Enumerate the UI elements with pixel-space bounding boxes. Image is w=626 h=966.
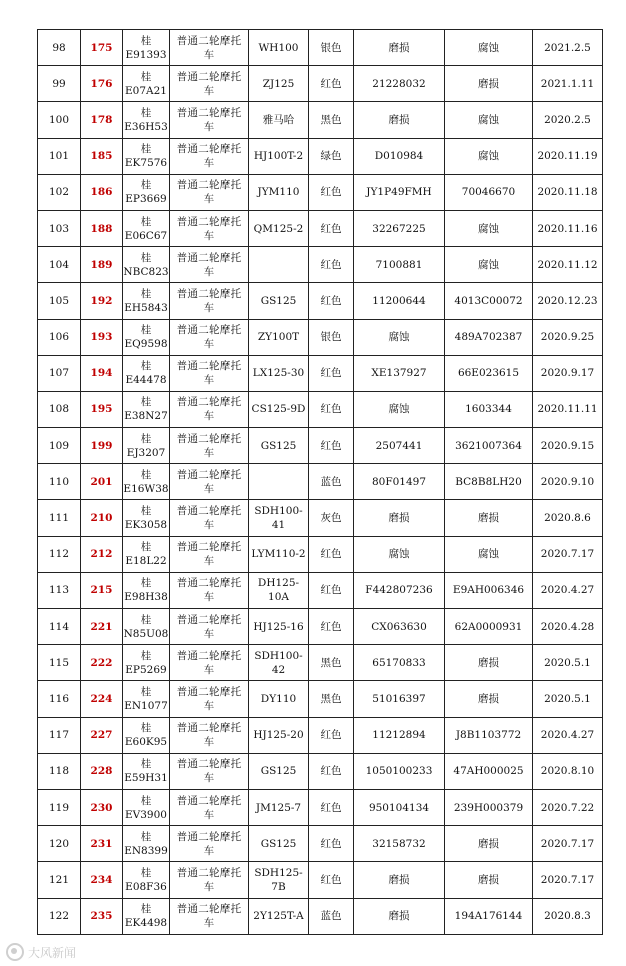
cell-engine-number: CX063630 bbox=[354, 609, 445, 645]
cell-index: 101 bbox=[38, 138, 81, 174]
cell-case-number: 175 bbox=[81, 30, 123, 66]
table-row bbox=[38, 428, 603, 464]
cell-color: 红色 bbox=[309, 428, 354, 464]
cell-model: WH100 bbox=[249, 30, 309, 66]
cell-date: 2020.7.22 bbox=[533, 789, 603, 825]
cell-vehicle-type: 普通二轮摩托 车 bbox=[170, 572, 249, 608]
cell-color: 黑色 bbox=[309, 681, 354, 717]
cell-date: 2020.7.17 bbox=[533, 862, 603, 898]
cell-case-number: 178 bbox=[81, 102, 123, 138]
cell-index: 98 bbox=[38, 30, 81, 66]
cell-vehicle-type: 普通二轮摩托 车 bbox=[170, 789, 249, 825]
cell-engine-number: 65170833 bbox=[354, 645, 445, 681]
cell-plate: 桂 E36H53 bbox=[123, 102, 170, 138]
cell-frame-number: 腐蚀 bbox=[445, 30, 533, 66]
cell-index: 117 bbox=[38, 717, 81, 753]
cell-engine-number: XE137927 bbox=[354, 355, 445, 391]
cell-engine-number: 1050100233 bbox=[354, 753, 445, 789]
cell-model: DH125-10A bbox=[249, 572, 309, 608]
cell-date: 2020.4.28 bbox=[533, 609, 603, 645]
cell-frame-number: 磨损 bbox=[445, 862, 533, 898]
cell-color: 红色 bbox=[309, 391, 354, 427]
cell-color: 灰色 bbox=[309, 500, 354, 536]
cell-plate: 桂 EQ9598 bbox=[123, 319, 170, 355]
cell-frame-number: 腐蚀 bbox=[445, 138, 533, 174]
cell-vehicle-type: 普通二轮摩托 车 bbox=[170, 717, 249, 753]
cell-date: 2020.4.27 bbox=[533, 572, 603, 608]
cell-date: 2020.7.17 bbox=[533, 826, 603, 862]
cell-vehicle-type: 普通二轮摩托 车 bbox=[170, 862, 249, 898]
cell-model: GS125 bbox=[249, 283, 309, 319]
cell-index: 102 bbox=[38, 174, 81, 210]
cell-case-number: 224 bbox=[81, 681, 123, 717]
cell-color: 红色 bbox=[309, 572, 354, 608]
cell-engine-number: 51016397 bbox=[354, 681, 445, 717]
cell-index: 121 bbox=[38, 862, 81, 898]
cell-vehicle-type: 普通二轮摩托 车 bbox=[170, 536, 249, 572]
cell-frame-number: 70046670 bbox=[445, 174, 533, 210]
cell-model: JM125-7 bbox=[249, 789, 309, 825]
cell-case-number: 195 bbox=[81, 391, 123, 427]
cell-model: HJ125-16 bbox=[249, 609, 309, 645]
cell-case-number: 215 bbox=[81, 572, 123, 608]
cell-engine-number: F442807236 bbox=[354, 572, 445, 608]
cell-case-number: 176 bbox=[81, 66, 123, 102]
cell-engine-number: 2507441 bbox=[354, 428, 445, 464]
cell-index: 119 bbox=[38, 789, 81, 825]
cell-date: 2020.8.3 bbox=[533, 898, 603, 934]
cell-plate: 桂 E07A21 bbox=[123, 66, 170, 102]
cell-model: CS125-9D bbox=[249, 391, 309, 427]
table-row bbox=[38, 283, 603, 319]
cell-engine-number: 21228032 bbox=[354, 66, 445, 102]
cell-model: ZJ125 bbox=[249, 66, 309, 102]
cell-plate: 桂 E60K95 bbox=[123, 717, 170, 753]
cell-color: 黑色 bbox=[309, 645, 354, 681]
watermark-logo-icon bbox=[6, 943, 24, 961]
cell-case-number: 188 bbox=[81, 210, 123, 246]
cell-vehicle-type: 普通二轮摩托 车 bbox=[170, 391, 249, 427]
cell-frame-number: 1603344 bbox=[445, 391, 533, 427]
cell-engine-number: 32158732 bbox=[354, 826, 445, 862]
cell-frame-number: 磨损 bbox=[445, 66, 533, 102]
cell-color: 蓝色 bbox=[309, 898, 354, 934]
cell-color: 红色 bbox=[309, 210, 354, 246]
cell-index: 105 bbox=[38, 283, 81, 319]
cell-frame-number: 4013C00072 bbox=[445, 283, 533, 319]
cell-plate: 桂 E16W38 bbox=[123, 464, 170, 500]
table-row bbox=[38, 862, 603, 898]
cell-case-number: 234 bbox=[81, 862, 123, 898]
cell-case-number: 189 bbox=[81, 247, 123, 283]
table-row bbox=[38, 717, 603, 753]
cell-vehicle-type: 普通二轮摩托 车 bbox=[170, 898, 249, 934]
cell-plate: 桂 EP5269 bbox=[123, 645, 170, 681]
cell-date: 2020.8.10 bbox=[533, 753, 603, 789]
cell-case-number: 192 bbox=[81, 283, 123, 319]
cell-plate: 桂 E98H38 bbox=[123, 572, 170, 608]
cell-engine-number: 32267225 bbox=[354, 210, 445, 246]
cell-date: 2020.9.25 bbox=[533, 319, 603, 355]
cell-plate: 桂 EK3058 bbox=[123, 500, 170, 536]
cell-index: 120 bbox=[38, 826, 81, 862]
cell-vehicle-type: 普通二轮摩托 车 bbox=[170, 247, 249, 283]
cell-date: 2021.1.11 bbox=[533, 66, 603, 102]
cell-engine-number: 腐蚀 bbox=[354, 319, 445, 355]
cell-plate: 桂 E59H31 bbox=[123, 753, 170, 789]
cell-color: 蓝色 bbox=[309, 464, 354, 500]
cell-engine-number: 11200644 bbox=[354, 283, 445, 319]
cell-engine-number: 磨损 bbox=[354, 500, 445, 536]
cell-index: 104 bbox=[38, 247, 81, 283]
cell-color: 银色 bbox=[309, 30, 354, 66]
cell-index: 99 bbox=[38, 66, 81, 102]
cell-frame-number: 489A702387 bbox=[445, 319, 533, 355]
cell-color: 黑色 bbox=[309, 102, 354, 138]
cell-index: 113 bbox=[38, 572, 81, 608]
cell-engine-number: 80F01497 bbox=[354, 464, 445, 500]
cell-plate: 桂 NBC823 bbox=[123, 247, 170, 283]
cell-engine-number: D010984 bbox=[354, 138, 445, 174]
cell-case-number: 194 bbox=[81, 355, 123, 391]
cell-index: 108 bbox=[38, 391, 81, 427]
cell-model: 雅马哈 bbox=[249, 102, 309, 138]
cell-date: 2020.5.1 bbox=[533, 681, 603, 717]
cell-vehicle-type: 普通二轮摩托 车 bbox=[170, 138, 249, 174]
cell-plate: 桂 E06C67 bbox=[123, 210, 170, 246]
cell-engine-number: JY1P49FMH bbox=[354, 174, 445, 210]
cell-case-number: 199 bbox=[81, 428, 123, 464]
cell-plate: 桂 E08F36 bbox=[123, 862, 170, 898]
cell-model: GS125 bbox=[249, 753, 309, 789]
cell-frame-number: 磨损 bbox=[445, 826, 533, 862]
cell-model: JYM110 bbox=[249, 174, 309, 210]
cell-plate: 桂 EK7576 bbox=[123, 138, 170, 174]
cell-plate: 桂 EV3900 bbox=[123, 789, 170, 825]
cell-index: 109 bbox=[38, 428, 81, 464]
cell-date: 2020.9.10 bbox=[533, 464, 603, 500]
watermark-text: 大风新闻 bbox=[28, 945, 77, 960]
watermark bbox=[6, 942, 76, 962]
cell-case-number: 212 bbox=[81, 536, 123, 572]
cell-plate: 桂 EK4498 bbox=[123, 898, 170, 934]
cell-vehicle-type: 普通二轮摩托 车 bbox=[170, 500, 249, 536]
cell-date: 2020.8.6 bbox=[533, 500, 603, 536]
cell-vehicle-type: 普通二轮摩托 车 bbox=[170, 30, 249, 66]
cell-plate: 桂 E38N27 bbox=[123, 391, 170, 427]
cell-model: SDH125-7B bbox=[249, 862, 309, 898]
cell-color: 红色 bbox=[309, 862, 354, 898]
vehicle-table-body bbox=[38, 30, 603, 935]
cell-date: 2020.12.23 bbox=[533, 283, 603, 319]
cell-vehicle-type: 普通二轮摩托 车 bbox=[170, 283, 249, 319]
cell-color: 红色 bbox=[309, 717, 354, 753]
cell-vehicle-type: 普通二轮摩托 车 bbox=[170, 66, 249, 102]
cell-frame-number: 239H000379 bbox=[445, 789, 533, 825]
cell-frame-number: 66E023615 bbox=[445, 355, 533, 391]
cell-vehicle-type: 普通二轮摩托 车 bbox=[170, 210, 249, 246]
cell-color: 红色 bbox=[309, 247, 354, 283]
cell-engine-number: 磨损 bbox=[354, 30, 445, 66]
cell-frame-number: 腐蚀 bbox=[445, 247, 533, 283]
cell-date: 2020.11.16 bbox=[533, 210, 603, 246]
table-row bbox=[38, 500, 603, 536]
cell-index: 112 bbox=[38, 536, 81, 572]
table-row bbox=[38, 247, 603, 283]
cell-color: 红色 bbox=[309, 536, 354, 572]
cell-date: 2021.2.5 bbox=[533, 30, 603, 66]
table-row bbox=[38, 645, 603, 681]
cell-case-number: 235 bbox=[81, 898, 123, 934]
cell-case-number: 230 bbox=[81, 789, 123, 825]
cell-case-number: 222 bbox=[81, 645, 123, 681]
table-row bbox=[38, 102, 603, 138]
cell-frame-number: 磨损 bbox=[445, 500, 533, 536]
table-row bbox=[38, 826, 603, 862]
cell-index: 106 bbox=[38, 319, 81, 355]
cell-model: SDH100-42 bbox=[249, 645, 309, 681]
cell-frame-number: 腐蚀 bbox=[445, 210, 533, 246]
cell-date: 2020.9.15 bbox=[533, 428, 603, 464]
cell-plate: 桂 E44478 bbox=[123, 355, 170, 391]
cell-frame-number: 194A176144 bbox=[445, 898, 533, 934]
cell-index: 118 bbox=[38, 753, 81, 789]
cell-index: 110 bbox=[38, 464, 81, 500]
cell-model bbox=[249, 464, 309, 500]
cell-frame-number: J8B1103772 bbox=[445, 717, 533, 753]
cell-case-number: 201 bbox=[81, 464, 123, 500]
cell-engine-number: 7100881 bbox=[354, 247, 445, 283]
cell-engine-number: 磨损 bbox=[354, 102, 445, 138]
cell-case-number: 210 bbox=[81, 500, 123, 536]
cell-model: ZY100T bbox=[249, 319, 309, 355]
cell-vehicle-type: 普通二轮摩托 车 bbox=[170, 355, 249, 391]
cell-engine-number: 11212894 bbox=[354, 717, 445, 753]
cell-date: 2020.9.17 bbox=[533, 355, 603, 391]
cell-plate: 桂 EN1077 bbox=[123, 681, 170, 717]
cell-index: 111 bbox=[38, 500, 81, 536]
cell-plate: 桂EJ3207 bbox=[123, 428, 170, 464]
cell-frame-number: 腐蚀 bbox=[445, 536, 533, 572]
table-row bbox=[38, 319, 603, 355]
table-row bbox=[38, 572, 603, 608]
cell-index: 116 bbox=[38, 681, 81, 717]
cell-frame-number: BC8B8LH20 bbox=[445, 464, 533, 500]
cell-model: SDH100-41 bbox=[249, 500, 309, 536]
cell-color: 红色 bbox=[309, 789, 354, 825]
cell-model: HJ125-20 bbox=[249, 717, 309, 753]
cell-case-number: 185 bbox=[81, 138, 123, 174]
cell-frame-number: 3621007364 bbox=[445, 428, 533, 464]
cell-color: 红色 bbox=[309, 174, 354, 210]
cell-vehicle-type: 普通二轮摩托 车 bbox=[170, 174, 249, 210]
cell-vehicle-type: 普通二轮摩托 车 bbox=[170, 645, 249, 681]
table-row bbox=[38, 30, 603, 66]
cell-vehicle-type: 普通二轮摩托 车 bbox=[170, 102, 249, 138]
cell-plate: 桂 N85U08 bbox=[123, 609, 170, 645]
cell-model: 2Y125T-A bbox=[249, 898, 309, 934]
table-row bbox=[38, 753, 603, 789]
table-row bbox=[38, 681, 603, 717]
cell-index: 100 bbox=[38, 102, 81, 138]
cell-date: 2020.11.18 bbox=[533, 174, 603, 210]
cell-case-number: 193 bbox=[81, 319, 123, 355]
cell-date: 2020.5.1 bbox=[533, 645, 603, 681]
table-row bbox=[38, 536, 603, 572]
cell-color: 红色 bbox=[309, 355, 354, 391]
cell-frame-number: 磨损 bbox=[445, 645, 533, 681]
cell-engine-number: 腐蚀 bbox=[354, 391, 445, 427]
cell-date: 2020.4.27 bbox=[533, 717, 603, 753]
cell-model: GS125 bbox=[249, 826, 309, 862]
table-row bbox=[38, 464, 603, 500]
cell-case-number: 228 bbox=[81, 753, 123, 789]
cell-engine-number: 950104134 bbox=[354, 789, 445, 825]
cell-color: 银色 bbox=[309, 319, 354, 355]
cell-model: LX125-30 bbox=[249, 355, 309, 391]
table-row bbox=[38, 898, 603, 934]
cell-color: 红色 bbox=[309, 753, 354, 789]
cell-model: QM125-2 bbox=[249, 210, 309, 246]
cell-engine-number: 腐蚀 bbox=[354, 536, 445, 572]
table-row bbox=[38, 355, 603, 391]
cell-frame-number: 磨损 bbox=[445, 681, 533, 717]
cell-vehicle-type: 普通二轮摩托 车 bbox=[170, 681, 249, 717]
cell-index: 122 bbox=[38, 898, 81, 934]
table-row bbox=[38, 609, 603, 645]
cell-date: 2020.11.11 bbox=[533, 391, 603, 427]
table-row bbox=[38, 138, 603, 174]
cell-index: 107 bbox=[38, 355, 81, 391]
cell-vehicle-type: 普通二轮摩托 车 bbox=[170, 826, 249, 862]
cell-color: 红色 bbox=[309, 826, 354, 862]
cell-plate: 桂 E18L22 bbox=[123, 536, 170, 572]
cell-date: 2020.2.5 bbox=[533, 102, 603, 138]
table-row bbox=[38, 210, 603, 246]
table-row bbox=[38, 391, 603, 427]
cell-color: 绿色 bbox=[309, 138, 354, 174]
cell-case-number: 231 bbox=[81, 826, 123, 862]
cell-engine-number: 磨损 bbox=[354, 862, 445, 898]
cell-index: 114 bbox=[38, 609, 81, 645]
table-row bbox=[38, 789, 603, 825]
cell-case-number: 227 bbox=[81, 717, 123, 753]
cell-vehicle-type: 普通二轮摩托 车 bbox=[170, 464, 249, 500]
cell-model bbox=[249, 247, 309, 283]
cell-frame-number: 62A0000931 bbox=[445, 609, 533, 645]
cell-model: HJ100T-2 bbox=[249, 138, 309, 174]
cell-frame-number: 腐蚀 bbox=[445, 102, 533, 138]
cell-date: 2020.11.19 bbox=[533, 138, 603, 174]
cell-case-number: 186 bbox=[81, 174, 123, 210]
cell-frame-number: E9AH006346 bbox=[445, 572, 533, 608]
table-row bbox=[38, 66, 603, 102]
cell-color: 红色 bbox=[309, 609, 354, 645]
cell-plate: 桂 EH5843 bbox=[123, 283, 170, 319]
cell-vehicle-type: 普通二轮摩托 车 bbox=[170, 428, 249, 464]
cell-index: 103 bbox=[38, 210, 81, 246]
vehicle-table bbox=[37, 29, 603, 935]
cell-color: 红色 bbox=[309, 66, 354, 102]
cell-vehicle-type: 普通二轮摩托 车 bbox=[170, 609, 249, 645]
cell-case-number: 221 bbox=[81, 609, 123, 645]
table-row bbox=[38, 174, 603, 210]
cell-date: 2020.11.12 bbox=[533, 247, 603, 283]
cell-plate: 桂 EP3669 bbox=[123, 174, 170, 210]
cell-frame-number: 47AH000025 bbox=[445, 753, 533, 789]
cell-engine-number: 磨损 bbox=[354, 898, 445, 934]
cell-plate: 桂 EN8399 bbox=[123, 826, 170, 862]
cell-index: 115 bbox=[38, 645, 81, 681]
cell-model: LYM110-2 bbox=[249, 536, 309, 572]
cell-model: DY110 bbox=[249, 681, 309, 717]
cell-vehicle-type: 普通二轮摩托 车 bbox=[170, 753, 249, 789]
cell-model: GS125 bbox=[249, 428, 309, 464]
cell-plate: 桂 E91393 bbox=[123, 30, 170, 66]
cell-date: 2020.7.17 bbox=[533, 536, 603, 572]
cell-vehicle-type: 普通二轮摩托 车 bbox=[170, 319, 249, 355]
cell-color: 红色 bbox=[309, 283, 354, 319]
